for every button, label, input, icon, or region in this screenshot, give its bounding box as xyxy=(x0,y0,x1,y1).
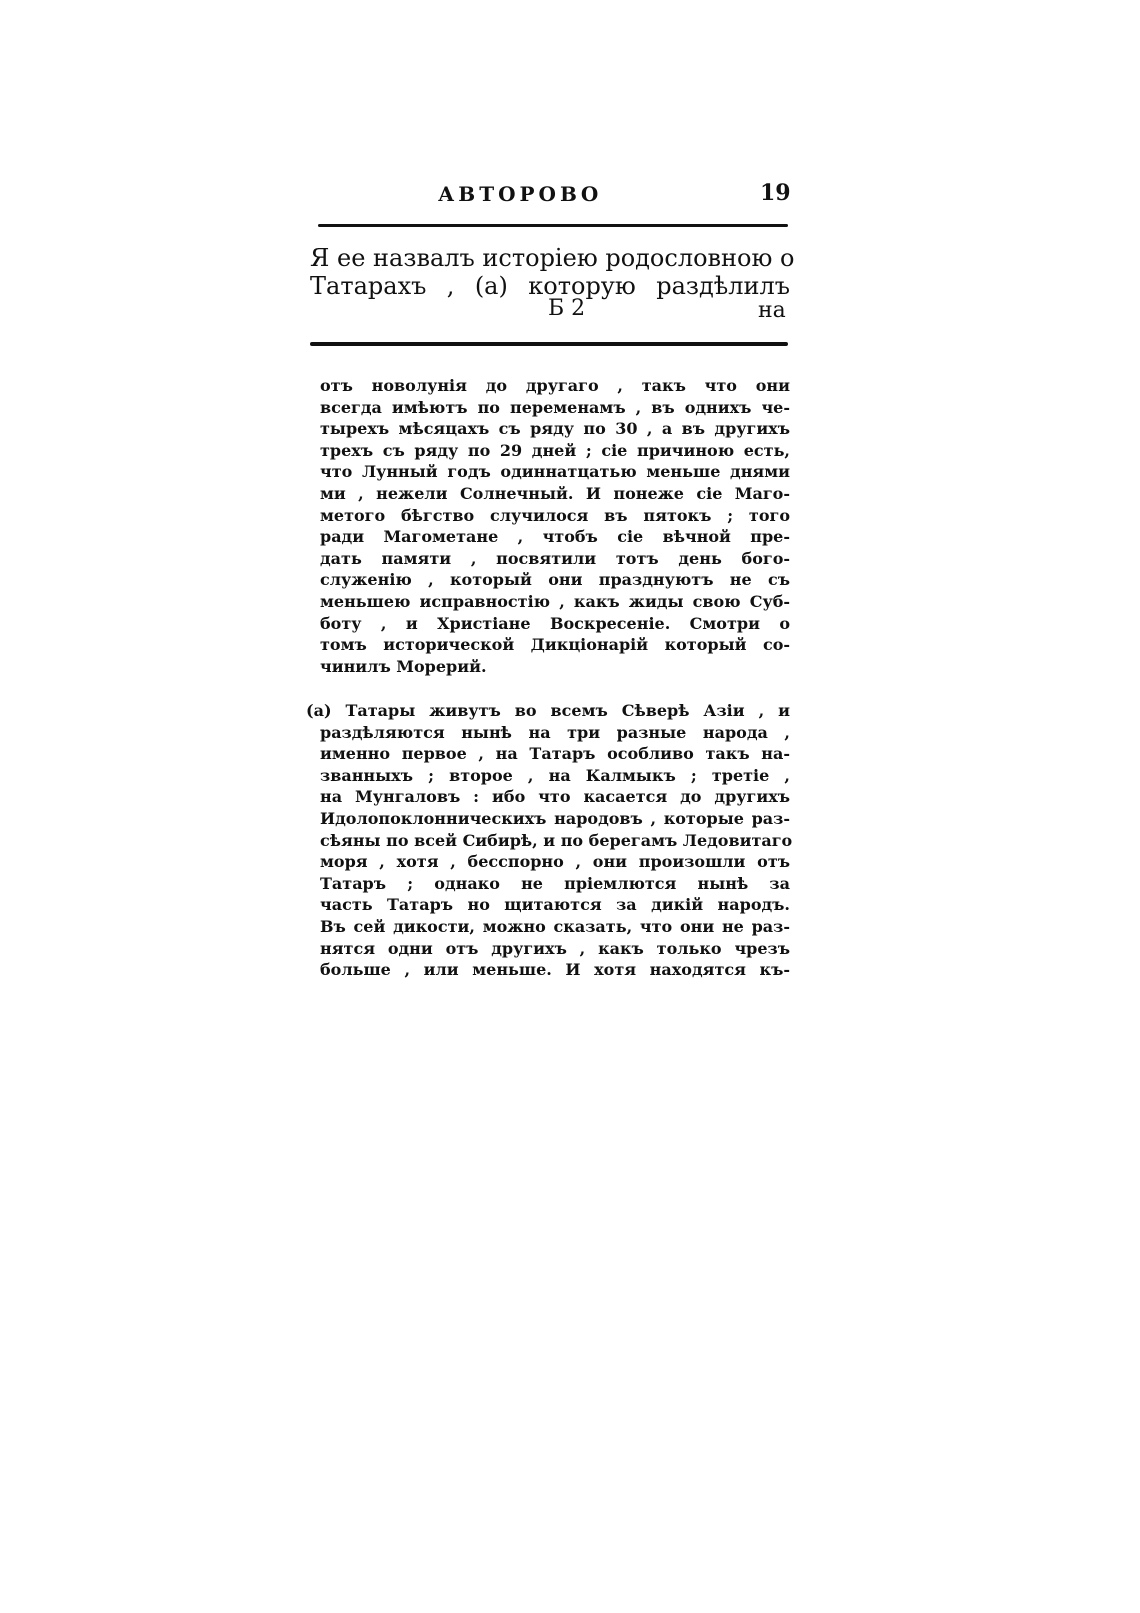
running-head: АВТОРОВО xyxy=(438,182,603,206)
footnote-line: больше , или меньше. И хотя находятся къ- xyxy=(320,960,790,980)
header-rule xyxy=(318,224,788,227)
footnote-line: боту , и Христiане Воскресенiе. Смотри о xyxy=(320,613,790,633)
footnote-line: трехъ съ ряду по 29 дней ; сiе причиною есть, xyxy=(320,440,790,460)
footnote-rule xyxy=(310,342,788,346)
footnote-line: часть Татаръ но щитаются за дикiй народъ. xyxy=(320,895,790,915)
footnote-line: дать памяти , посвятили тотъ день бого- xyxy=(320,548,790,568)
footnote-line: служенiю , который они празднуютъ не съ xyxy=(320,570,790,590)
footnote-continued xyxy=(320,375,790,677)
main-text-line: Я ее назвалъ исторiею родословною о xyxy=(310,244,795,272)
signature-mark: Б 2 xyxy=(548,296,586,321)
footnote-line: (а) Татары живутъ во всемъ Сѣверѣ Азiи , и xyxy=(306,701,790,720)
footnote-line: званныхъ ; второе , на Калмыкъ ; третiе , xyxy=(320,765,790,785)
footnote-line: ми , нежели Солнечный. И понеже сiе Маго- xyxy=(320,483,790,503)
main-text xyxy=(310,244,795,300)
footnote-line: на Мунгаловъ : ибо что касается до другихъ xyxy=(320,787,790,807)
footnote-line: моря , хотя , бесспорно , они произошли отъ xyxy=(320,852,790,872)
footnote-line: что Лунный годъ одиннатцатью меньше днями xyxy=(320,462,790,482)
footnote-line: раздѣляются нынѣ на три разные народа , xyxy=(320,722,790,742)
footnote-line: тырехъ мѣсяцахъ съ ряду по 30 , а въ другихъ xyxy=(320,419,790,439)
footnote-line: Татаръ ; однако не прiемлются нынѣ за xyxy=(320,873,790,893)
footnote-line: меньшею исправностiю , какъ жиды свою Суб- xyxy=(320,591,790,611)
footnote-line: именно первое , на Татаръ особливо такъ на- xyxy=(320,744,790,764)
footnote-line: сѣяны по всей Сибирѣ, и по берегамъ Ледовитаго xyxy=(320,830,793,850)
footnote-line: томъ исторической Дикцiонарiй который со- xyxy=(320,635,790,655)
footnote-line: отъ новолунiя до другаго , такъ что они xyxy=(320,376,790,395)
catchword: на xyxy=(758,298,786,323)
footnote-line: Идолопоклонническихъ народовъ , которые раз- xyxy=(320,808,790,828)
main-text-line: Татарахъ , (а) которую раздѣлилъ xyxy=(310,272,790,300)
footnote-line: Въ сей дикости, можно сказать, что они не раз- xyxy=(320,916,790,936)
footnote-a xyxy=(306,700,793,981)
footnote-line: нятся одни отъ другихъ , какъ только чрезъ xyxy=(320,938,790,958)
footnote-line: всегда имѣютъ по переменамъ , въ однихъ че- xyxy=(320,397,790,417)
footnote-line: ради Магометане , чтобъ сiе вѣчной пре- xyxy=(320,527,790,547)
footnote-line: метого бѣгство случилося въ пятокъ ; того xyxy=(320,505,790,525)
page-number: 19 xyxy=(760,180,791,206)
footnote-line: чинилъ Морерий. xyxy=(320,656,487,676)
